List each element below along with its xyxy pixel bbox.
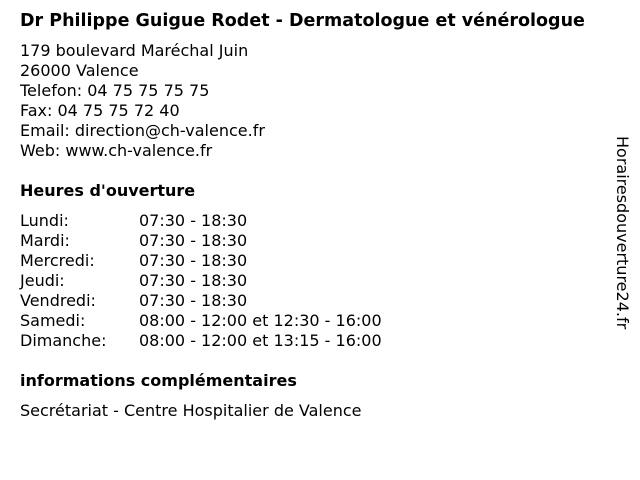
website: Web: www.ch-valence.fr [20, 141, 213, 160]
brand-watermark: Horairesdouverture24.fr [613, 136, 632, 330]
hours-day: Mardi: [20, 231, 70, 250]
email-address: Email: direction@ch-valence.fr [20, 121, 265, 140]
additional-info-heading: informations complémentaires [20, 371, 297, 390]
hours-time: 07:30 - 18:30 [139, 211, 248, 230]
hours-row-monday [20, 211, 600, 231]
address-street: 179 boulevard Maréchal Juin [20, 41, 249, 60]
hours-time: 07:30 - 18:30 [139, 291, 248, 310]
hours-row-sunday [20, 331, 600, 351]
hours-day: Mercredi: [20, 251, 95, 270]
hours-time: 08:00 - 12:00 et 13:15 - 16:00 [139, 331, 382, 350]
hours-day: Samedi: [20, 311, 86, 330]
hours-day: Vendredi: [20, 291, 96, 310]
hours-time: 07:30 - 18:30 [139, 231, 248, 250]
hours-time: 07:30 - 18:30 [139, 251, 248, 270]
opening-hours-table [20, 211, 600, 351]
hours-time: 08:00 - 12:00 et 12:30 - 16:00 [139, 311, 382, 330]
hours-row-saturday [20, 311, 600, 331]
phone-number: Telefon: 04 75 75 75 75 [20, 81, 210, 100]
page-title: Dr Philippe Guigue Rodet - Dermatologue et vénérologue [20, 11, 585, 31]
additional-info-text: Secrétariat - Centre Hospitalier de Valence [20, 401, 362, 420]
hours-row-friday [20, 291, 600, 311]
hours-row-thursday [20, 271, 600, 291]
hours-day: Dimanche: [20, 331, 107, 350]
listing-card [20, 10, 600, 421]
hours-time: 07:30 - 18:30 [139, 271, 248, 290]
contact-details [20, 41, 600, 161]
hours-day: Jeudi: [20, 271, 65, 290]
fax-number: Fax: 04 75 75 72 40 [20, 101, 180, 120]
hours-row-tuesday [20, 231, 600, 251]
hours-row-wednesday [20, 251, 600, 271]
opening-hours-heading: Heures d'ouverture [20, 181, 196, 200]
hours-day: Lundi: [20, 211, 69, 230]
address-city: 26000 Valence [20, 61, 139, 80]
